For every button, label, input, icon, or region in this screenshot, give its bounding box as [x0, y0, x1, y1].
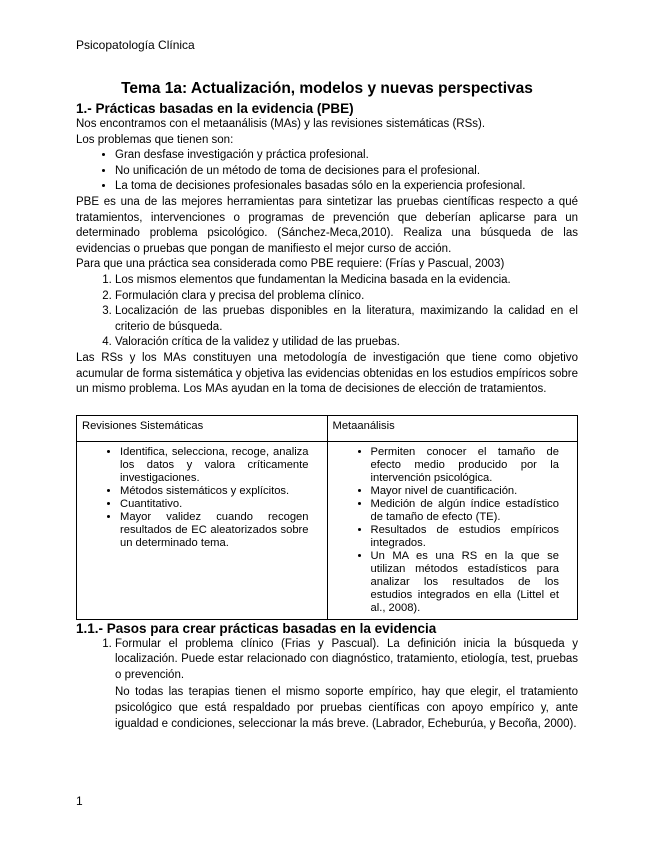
page-number: 1	[76, 794, 83, 808]
column-header-revisiones: Revisiones Sistemáticas	[77, 415, 328, 441]
table-header-row	[77, 415, 578, 441]
list-item: • Identifica, selecciona, recoge, analiza los datos y valora críticamente investigaciones.	[120, 446, 309, 485]
comparison-table	[76, 415, 578, 620]
list-item: • Gran desfase investigación y práctica profesional.	[115, 148, 578, 164]
requirements-list	[76, 273, 578, 351]
list-item: 2. Formulación clara y precisa del problema clínico.	[115, 289, 578, 305]
running-header: Psicopatología Clínica	[76, 38, 195, 52]
step-extra: No todas las terapias tienen el mismo soporte empírico, hay que elegir, el tratamiento psicológico que está respaldado por pruebas científicas con apoyo empírico y, ante igualdad e condiciones, seleccionar la más breve. (Labrador, Echeburúa, y Becoña, 2000).	[115, 686, 578, 730]
list-item: 3. Localización de las pruebas disponibles en la literatura, maximizando la calidad en el criterio de búsqueda.	[115, 304, 578, 335]
list-item: • No unificación de un método de toma de decisiones para el profesional.	[115, 164, 578, 180]
list-item: • La toma de decisiones profesionales basadas sólo en la experiencia profesional.	[115, 179, 578, 195]
list-item: • Un MA es una RS en la que se utilizan métodos estadísticos para analizar los resultados de los estudios integrados en ella (Littel et al., 2008).	[371, 550, 560, 615]
list-item: • Mayor nivel de cuantificación.	[371, 485, 560, 498]
section-heading-pasos: 1.1.- Pasos para crear prácticas basadas en la evidencia	[76, 620, 437, 636]
problems-list	[76, 148, 578, 195]
metaanalisis-list	[333, 446, 560, 615]
intro-paragraph: Nos encontramos con el metaanálisis (MAs) y las revisiones sistemáticas (RSs).	[76, 118, 486, 130]
list-item: 4. Valoración crítica de la validez y utilidad de las pruebas.	[115, 335, 578, 351]
section-heading-pbe: 1.- Prácticas basadas en la evidencia (PBE)	[76, 101, 354, 116]
list-item: • Métodos sistemáticos y explícitos.	[120, 485, 309, 498]
metaanalisis-cell	[327, 441, 578, 619]
list-item: • Permiten conocer el tamaño de efecto medio producido por la intervención psicológica.	[371, 446, 560, 485]
steps-list	[76, 637, 578, 733]
table-row	[77, 441, 578, 619]
problems-lead: Los problemas que tienen son:	[76, 133, 234, 146]
revisiones-cell	[77, 441, 328, 619]
requirements-lead: Para que una práctica sea considerada como PBE requiere: (Frías y Pascual, 2003)	[76, 258, 505, 271]
revisiones-list	[82, 446, 309, 550]
list-item: • Mayor validez cuando recogen resultados de EC aleatorizados sobre un determinado tema.	[120, 511, 309, 550]
rs-ma-paragraph: Las RSs y los MAs constituyen una metodología de investigación que tiene como objetivo acumular de forma sistemática y objetiva las evidencias obtenidas en los estudios empíricos sobre un mismo problema. Los MAs ayudan en la toma de decisiones de elección de tratamientos.	[76, 351, 578, 396]
pbe-paragraph: PBE es una de las mejores herramientas para sintetizar las pruebas científicas respecto a qué tratamientos, intervenciones o programas de prevención que deberían aplicarse para un determinado problema psicológico. (Sánchez-Meca,2010). Realiza una búsqueda de las evidencias o pruebas que pongan de manifiesto el mejor curso de acción.	[76, 195, 578, 255]
list-item	[115, 637, 578, 733]
document-title: Tema 1a: Actualización, modelos y nuevas perspectivas	[121, 80, 533, 97]
page-content	[76, 79, 578, 732]
list-item: 1. Los mismos elementos que fundamentan la Medicina basada en la evidencia.	[115, 273, 578, 289]
list-item: • Resultados de estudios empíricos integrados.	[371, 524, 560, 550]
list-item: • Medición de algún índice estadístico de tamaño de efecto (TE).	[371, 498, 560, 524]
column-header-metaanalisis: Metaanálisis	[327, 415, 578, 441]
step-text: Formular el problema clínico (Frias y Pascual). La definición inicia la búsqueda y localización. Puede estar relacionado con diagnóstico, tratamiento, etiología, test, pruebas o prevención.	[115, 637, 578, 681]
list-item: • Cuantitativo.	[120, 498, 309, 511]
